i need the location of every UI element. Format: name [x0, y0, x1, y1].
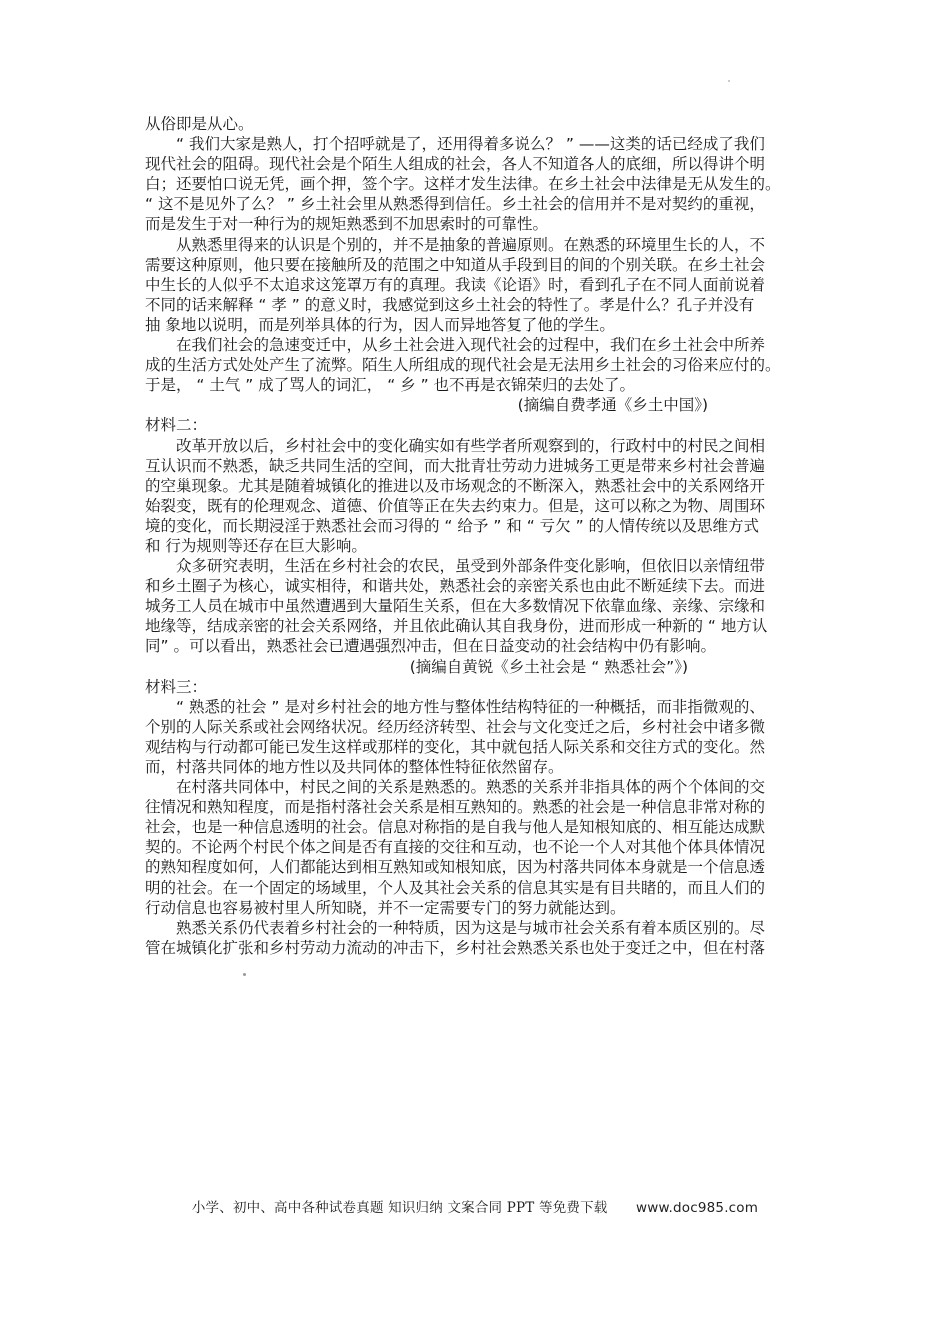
text-line: 而，村落共同体的地方性以及共同体的整体性特征依然留存。: [145, 758, 564, 776]
text-line: “ 这不是见外了么？ ” 乡土社会里从熟悉得到信任。乡土社会的信用并不是对契约的重视，: [145, 195, 765, 214]
text-line: 的空巢现象。尤其是随着城镇化的推进以及市场观念的不断深入，熟悉社会中的关系网络开: [145, 476, 766, 495]
text-line: (摘编自费孝通《乡土中国》): [517, 396, 708, 415]
text-line: 现代社会的阻碍。现代社会是个陌生人组成的社会，各人不知道各人的底细，所以得讲个明: [145, 155, 766, 174]
text-line: “ 熟悉的社会 ” 是对乡村社会的地方性与整体性结构特征的一种概括，而非指微观的、: [176, 697, 765, 716]
text-line: “ 我们大家是熟人，打个招呼就是了，还用得着多说么？ ” ——这类的话已经成了我们: [176, 135, 765, 154]
text-line: 而是发生于对一种行为的规矩熟悉到不加思索时的可靠性。: [145, 215, 549, 234]
text-line: 白；还要怕口说无凭，画个押，签个字。这样才发生法律。在乡土社会中法律是无从发生的。: [145, 175, 781, 194]
text-line: 往情况和熟知程度，而是指村落社会关系是相互熟知的。熟悉的社会是一种信息非常对称的: [145, 798, 766, 817]
text-line: 城务工人员在城市中虽然遭遇到大量陌生关系，但在大多数情况下依靠血缘、亲缘、宗缘和: [145, 597, 766, 616]
text-line: 改革开放以后，乡村社会中的变化确实如有些学者所观察到的，行政村中的村民之间相: [176, 436, 766, 455]
text-line: 同” 。可以看出，熟悉社会已遭遇强烈冲击，但在日益变动的社会结构中仍有影响。: [145, 637, 716, 656]
text-line: 观结构与行动都可能已发生这样或那样的变化，其中就包括人际关系和交往方式的变化。然: [145, 737, 766, 756]
scan-dot: [728, 80, 730, 82]
text-line: 中生长的人似乎不太追求这笼罩万有的真理。我读《论语》时，看到孔子在不同人面前说着: [145, 275, 766, 294]
page-footer: [0, 1196, 950, 1216]
text-line: 抽 象地以说明，而是列举具体的行为，因人而异地答复了他的学生。: [145, 315, 615, 334]
text-line: 从俗即是从心。: [145, 115, 254, 133]
text-line: 在村落共同体中，村民之间的关系是熟悉的。熟悉的关系并非指具体的两个个体间的交: [176, 778, 766, 797]
text-line: 成的生活方式处处产生了流弊。陌生人所组成的现代社会是无法用乡土社会的习俗来应付的。: [145, 356, 781, 375]
text-line: 需要这种原则，他只要在接触所及的范围之中知道从手段到目的间的个别关联。在乡土社会: [145, 255, 766, 274]
footer-text: 小学、初中、高中各种试卷真题 知识归纳 文案合同 PPT 等免费下载: [191, 1200, 608, 1216]
text-line: 社会，也是一种信息透明的社会。信息对称指的是自我与他人是知根知底的、相互能达成默: [145, 818, 766, 837]
text-line: 熟悉关系仍代表着乡村社会的一种特质，因为这是与城市社会关系有着本质区别的。尽: [176, 918, 766, 937]
document-body: [145, 114, 810, 958]
text-line: 从熟悉里得来的认识是个别的，并不是抽象的普遍原则。在熟悉的环境里生长的人，不: [176, 235, 766, 254]
text-line: 地缘等，结成亲密的社会关系网络，并且依此确认其自我身份，进而形成一种新的 “ 地方认: [145, 617, 768, 636]
text-line: 众多研究表明，生活在乡村社会的农民，虽受到外部条件变化影响，但依旧以亲情纽带: [176, 557, 766, 576]
text-line: 明的社会。在一个固定的场域里，个人及其社会关系的信息其实是有目共睹的，而且人们的: [145, 878, 766, 897]
text-line: 行动信息也容易被村里人所知晓，并不一定需要专门的努力就能达到。: [145, 898, 626, 917]
text-line: 契的。不论两个村民个体之间是否有直接的交往和互动，也不论一个人对其他个体具体情况: [145, 838, 766, 857]
text-line: 材料三：: [145, 677, 208, 696]
text-line: 个别的人际关系或社会网络状况。经历经济转型、社会与文化变迁之后，乡村社会中诸多微: [145, 717, 766, 736]
text-line: 不同的话来解释 “ 孝 ” 的意义时，我感觉到这乡土社会的特性了。孝是什么？孔子并没有: [145, 295, 755, 314]
footer-url[interactable]: www.doc985.com: [636, 1200, 759, 1216]
text-line: 和 行为规则等还存在巨大影响。: [145, 536, 367, 555]
scan-dot: [243, 973, 246, 976]
text-line: 在我们社会的急速变迁中，从乡土社会进入现代社会的过程中，我们在乡土社会中所养: [176, 336, 766, 355]
text-line: 互认识而不熟悉，缺乏共同生活的空间，而大批青壮劳动力进城务工更是带来乡村社会普遍: [145, 456, 766, 475]
text-line: 境的变化，而长期浸淫于熟悉社会而习得的 “ 给予 ” 和 “ 亏欠 ” 的人情传统以及思维方式: [145, 516, 760, 535]
text-line: 材料二：: [145, 416, 208, 435]
text-line: 于是， “ 土气 ” 成了骂人的词汇， “ 乡 ” 也不再是衣锦荣归的去处了。: [145, 376, 636, 395]
text-line: (摘编自黄锐《乡土社会是 “ 熟悉社会”》): [409, 657, 688, 676]
text-line: 管在城镇化扩张和乡村劳动力流动的冲击下，乡村社会熟悉关系也处于变迁之中，但在村落: [145, 938, 766, 957]
text-line: 始裂变，既有的伦理观念、道德、价值等正在失去约束力。但是，这可以称之为物、周围环: [145, 496, 766, 515]
text-line: 的熟知程度如何，人们都能达到相互熟知或知根知底，因为村落共同体本身就是一个信息透: [145, 858, 766, 877]
text-line: 和乡土圈子为核心，诚实相待，和谐共处，熟悉社会的亲密关系也由此不断延续下去。而进: [145, 577, 766, 596]
